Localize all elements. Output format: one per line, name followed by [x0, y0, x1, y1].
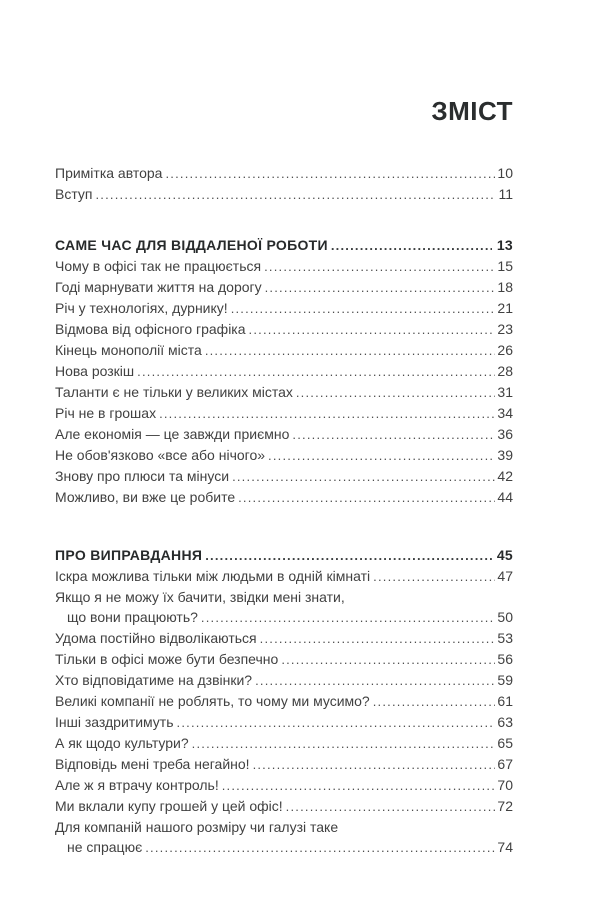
dot-leader	[247, 319, 496, 340]
toc-entry	[55, 649, 513, 670]
dot-leader	[190, 733, 496, 754]
toc-entry-page: 61	[497, 693, 513, 709]
toc-entry	[55, 733, 513, 754]
toc-entry-page: 47	[497, 568, 513, 584]
toc-entry-page: 53	[497, 630, 513, 646]
toc-entry	[55, 587, 513, 628]
toc-entry	[55, 361, 513, 382]
dot-leader	[175, 712, 496, 733]
toc-entry-page: 74	[497, 839, 513, 855]
dot-leader	[329, 235, 492, 256]
toc-entry	[55, 298, 513, 319]
toc-section	[55, 545, 513, 858]
toc-entry-page: 34	[497, 405, 513, 421]
toc-entry-title: Але ж я втрачу контроль!	[55, 777, 219, 793]
toc-entry-page: 72	[497, 798, 513, 814]
toc-entry-page: 42	[497, 468, 513, 484]
toc-entry	[55, 670, 513, 691]
toc-entry-title: Ми вклали купу грошей у цей офіс!	[55, 798, 283, 814]
toc-entry	[55, 466, 513, 487]
toc-entry-page: 59	[497, 672, 513, 688]
toc-entry	[55, 628, 513, 649]
toc-entry	[55, 277, 513, 298]
toc-entry-title: Таланти є не тільки у великих містах	[55, 384, 293, 400]
toc-entry-title: Годі марнувати життя на дорогу	[55, 279, 262, 295]
toc-entry-title: що вони працюють?	[67, 609, 198, 625]
toc-entry	[55, 340, 513, 361]
toc-section	[55, 235, 513, 508]
dot-leader	[258, 628, 496, 649]
toc-entry	[55, 256, 513, 277]
dot-leader	[263, 277, 496, 298]
toc-entry-page: 56	[497, 651, 513, 667]
toc-entry-title: Тільки в офісі може бути безпечно	[55, 651, 279, 667]
toc-entry	[55, 163, 513, 184]
toc-entry-title: Можливо, ви вже це робите	[55, 489, 236, 505]
toc-entry-title: Не обов'язково «все або нічого»	[55, 447, 266, 463]
toc-entry-title: Іскра можлива тільки між людьми в одній кімнаті	[55, 568, 371, 584]
toc-entry-title: Але економія — це завжди приємно	[55, 426, 290, 442]
toc-entry-title: Відповідь мені треба негайно!	[55, 756, 250, 772]
dot-leader	[135, 361, 495, 382]
front-matter-list	[55, 163, 513, 205]
toc-entry-page: 70	[497, 777, 513, 793]
dot-leader	[251, 754, 496, 775]
toc-entry-page: 50	[497, 609, 513, 625]
toc-entry-title: Великі компанії не роблять, то чому ми мусимо?	[55, 693, 370, 709]
toc-entry	[55, 607, 513, 628]
dot-leader	[294, 382, 496, 403]
dot-leader	[262, 256, 495, 277]
toc-entry	[55, 319, 513, 340]
toc-entry-page: 15	[497, 258, 513, 274]
dot-leader	[143, 837, 495, 858]
toc-entry-title: Удома постійно відволікаються	[55, 630, 257, 646]
toc-entry-page: 67	[497, 756, 513, 772]
dot-leader	[220, 775, 496, 796]
toc-entry-page: 39	[497, 447, 513, 463]
toc-entry	[55, 487, 513, 508]
toc-entry-page: 63	[497, 714, 513, 730]
toc-entry-title: Хто відповідатиме на дзвінки?	[55, 672, 253, 688]
dot-leader	[199, 607, 496, 628]
toc-entry-title: А як щодо культури?	[55, 735, 189, 751]
toc-heading-page: 45	[496, 547, 513, 563]
toc-entry	[55, 184, 513, 205]
toc-entry-title: Примітка автора	[55, 165, 163, 181]
page-title: ЗМІСТ	[431, 96, 513, 126]
dot-leader	[203, 545, 492, 566]
toc-entry	[55, 403, 513, 424]
dot-leader	[157, 403, 495, 424]
toc-entry-page: 44	[497, 489, 513, 505]
toc-entry-page: 23	[497, 321, 513, 337]
toc-entry-title: Річ не в грошах	[55, 405, 157, 421]
toc-entry-page: 10	[497, 165, 513, 181]
toc-entry-page: 18	[497, 279, 513, 295]
toc-entry	[55, 691, 513, 712]
toc-content	[55, 0, 513, 858]
toc-entry-page: 65	[497, 735, 513, 751]
toc-heading-text: САМЕ ЧАС ДЛЯ ВІДДАЛЕНОЇ РОБОТИ	[55, 237, 328, 253]
toc-section-heading	[55, 545, 513, 566]
toc-entry	[55, 445, 513, 466]
toc-entry-page: 21	[497, 300, 513, 316]
toc-entry-title: Кінець монополії міста	[55, 342, 202, 358]
toc-heading-page: 13	[496, 237, 513, 253]
toc-heading-text: ПРО ВИПРАВДАННЯ	[55, 547, 203, 563]
dot-leader	[230, 466, 495, 487]
toc-entry	[55, 712, 513, 733]
sections-container	[55, 235, 513, 858]
toc-entry	[55, 837, 513, 858]
toc-entry-page: 28	[497, 363, 513, 379]
dot-leader	[163, 163, 495, 184]
toc-section-heading	[55, 235, 513, 256]
dot-leader	[266, 445, 495, 466]
dot-leader	[284, 796, 496, 817]
toc-entry	[55, 382, 513, 403]
toc-entry-page: 36	[497, 426, 513, 442]
toc-entry	[55, 817, 513, 858]
toc-entry-page: 26	[497, 342, 513, 358]
toc-entry-title: Нова розкіш	[55, 363, 135, 379]
dot-leader	[371, 691, 496, 712]
toc-entry-title: не спрацює	[67, 839, 143, 855]
toc-entry-page: 11	[498, 186, 513, 202]
dot-leader	[290, 424, 495, 445]
dot-leader	[94, 184, 497, 205]
dot-leader	[279, 649, 495, 670]
toc-entry-title: Якщо я не можу їх бачити, звідки мені знати,	[55, 589, 345, 605]
toc-entry-title: Чому в офісі так не працюється	[55, 258, 262, 274]
toc-entry-title: Річ у технологіях, дурнику!	[55, 300, 228, 316]
toc-entry	[55, 424, 513, 445]
toc-entry	[55, 775, 513, 796]
toc-entry	[55, 754, 513, 775]
toc-entry-title: Для компаній нашого розміру чи галузі таке	[55, 819, 339, 835]
dot-leader	[253, 670, 495, 691]
dot-leader	[229, 298, 496, 319]
dot-leader	[203, 340, 496, 361]
toc-entry-title: Відмова від офісного графіка	[55, 321, 246, 337]
toc-entry-title: Знову про плюси та мінуси	[55, 468, 230, 484]
toc-entry-page: 31	[497, 384, 513, 400]
dot-leader	[371, 566, 495, 587]
dot-leader	[236, 487, 495, 508]
toc-entry	[55, 796, 513, 817]
toc-entry-title: Інші заздритимуть	[55, 714, 174, 730]
toc-entry-title: Вступ	[55, 186, 93, 202]
toc-entry	[55, 566, 513, 587]
